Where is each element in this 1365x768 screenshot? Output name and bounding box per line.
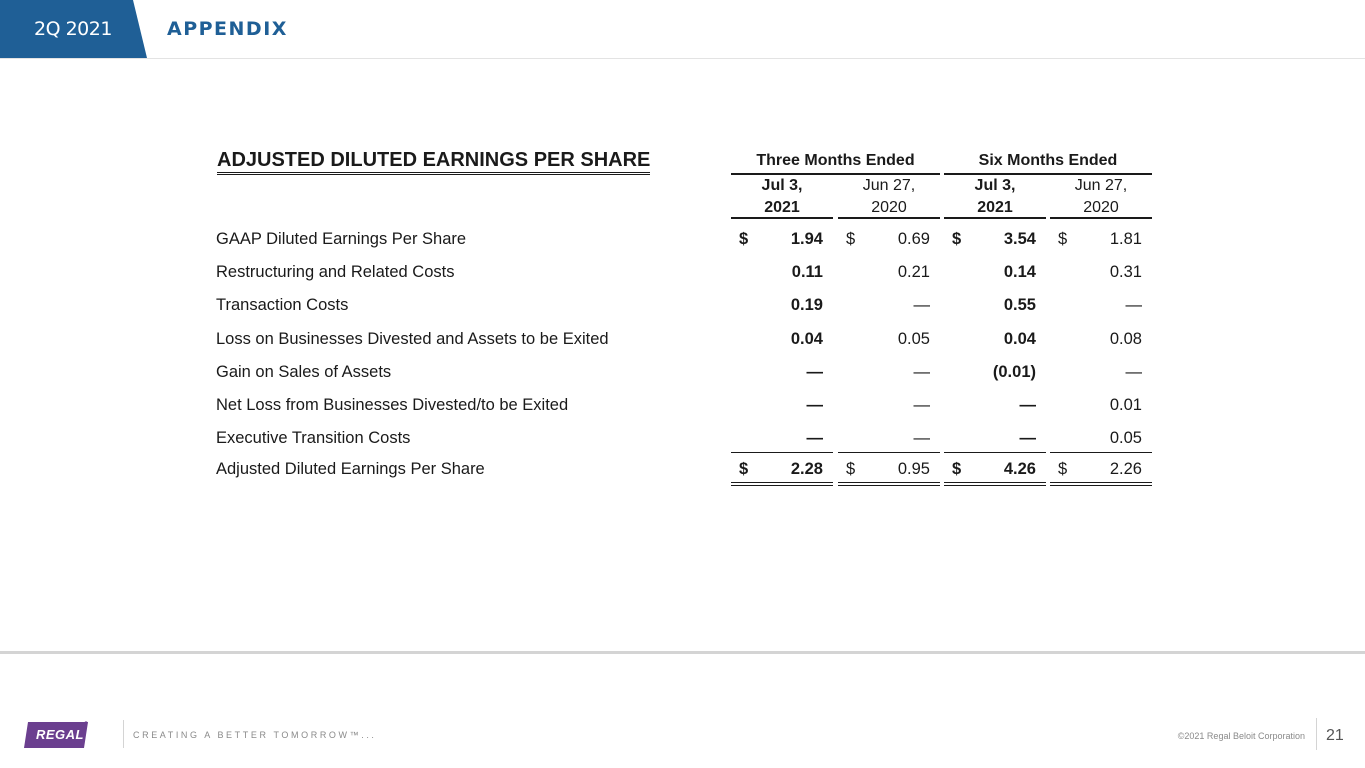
table-cell — [731, 396, 833, 418]
table-cell — [731, 230, 833, 252]
column-header — [838, 175, 940, 219]
cell-value: 0.55 — [1003, 296, 1036, 314]
table-cell — [838, 429, 940, 451]
cell-value: — — [1019, 396, 1036, 414]
currency-symbol: $ — [739, 460, 749, 478]
cell-value: — — [1125, 363, 1142, 381]
quarter-label: 2Q 2021 — [34, 18, 112, 40]
subtotal-rule — [944, 452, 1046, 453]
footer-divider — [1316, 718, 1317, 750]
table-cell — [1050, 263, 1152, 285]
total-double-rule — [838, 482, 940, 486]
cell-value: — — [913, 429, 930, 447]
currency-symbol: $ — [952, 460, 962, 478]
cell-value: 1.94 — [790, 230, 823, 248]
row-label: GAAP Diluted Earnings Per Share — [216, 230, 467, 248]
table-cell — [838, 263, 940, 285]
table-cell — [1050, 363, 1152, 385]
column-header-date: Jul 3, — [761, 177, 803, 194]
table-cell — [1050, 396, 1152, 418]
table-cell — [838, 330, 940, 352]
cell-value: — — [806, 429, 823, 447]
cell-value: (0.01) — [992, 363, 1036, 381]
row-label: Gain on Sales of Assets — [216, 363, 392, 381]
slide-header — [0, 0, 1365, 59]
column-header — [1050, 175, 1152, 219]
cell-value: 0.05 — [897, 330, 930, 348]
cell-value: 0.05 — [1109, 429, 1142, 447]
table-cell — [1050, 429, 1152, 451]
page-number: 21 — [1326, 727, 1344, 744]
subtotal-rule — [731, 452, 833, 453]
cell-value: 0.11 — [791, 263, 823, 281]
currency-symbol: $ — [1058, 230, 1068, 248]
cell-value: — — [913, 396, 930, 414]
cell-value: — — [1125, 296, 1142, 314]
currency-symbol: $ — [739, 230, 749, 248]
column-header — [731, 175, 833, 219]
row-label: Loss on Businesses Divested and Assets to be Exited — [216, 330, 609, 348]
table-cell — [1050, 330, 1152, 352]
footer-divider — [123, 720, 124, 748]
table-cell — [731, 429, 833, 451]
table-cell — [731, 460, 833, 482]
row-label: Transaction Costs — [216, 296, 349, 314]
table-cell — [944, 230, 1046, 252]
currency-symbol: $ — [952, 230, 962, 248]
cell-value: 1.81 — [1109, 230, 1142, 248]
column-header-date: Jun 27, — [862, 177, 916, 194]
table-title: ADJUSTED DILUTED EARNINGS PER SHARE — [217, 149, 650, 175]
group-header-three-months: Three Months Ended — [731, 152, 940, 175]
cell-value: — — [806, 363, 823, 381]
table-cell — [838, 230, 940, 252]
section-title: APPENDIX — [167, 18, 288, 40]
table-cell — [944, 330, 1046, 352]
tagline: CREATING A BETTER TOMORROW™... — [133, 730, 377, 740]
cell-value: — — [1019, 429, 1036, 447]
cell-value: 0.69 — [897, 230, 930, 248]
cell-value: — — [913, 363, 930, 381]
logo-text: REGAL — [36, 727, 84, 742]
group-header-six-months: Six Months Ended — [944, 152, 1152, 175]
cell-value: 0.08 — [1109, 330, 1142, 348]
table-cell — [731, 330, 833, 352]
table-cell — [731, 296, 833, 318]
footer-rule — [0, 651, 1365, 654]
column-header-year: 2021 — [764, 199, 800, 216]
row-label: Executive Transition Costs — [216, 429, 411, 447]
subtotal-rule — [838, 452, 940, 453]
cell-value: — — [806, 396, 823, 414]
table-cell — [1050, 460, 1152, 482]
cell-value: 0.31 — [1109, 263, 1142, 281]
cell-value: 0.19 — [790, 296, 823, 314]
currency-symbol: $ — [846, 230, 856, 248]
table-cell — [1050, 230, 1152, 252]
table-cell — [731, 263, 833, 285]
copyright: ©2021 Regal Beloit Corporation — [1177, 731, 1305, 741]
cell-value: 2.26 — [1109, 460, 1142, 478]
currency-symbol: $ — [846, 460, 856, 478]
table-cell — [838, 296, 940, 318]
total-double-rule — [731, 482, 833, 486]
table-cell — [944, 296, 1046, 318]
column-header-year: 2020 — [1083, 199, 1119, 216]
cell-value: 3.54 — [1003, 230, 1036, 248]
column-header-year: 2021 — [977, 199, 1013, 216]
cell-value: 0.01 — [1109, 396, 1142, 414]
table-cell — [944, 363, 1046, 385]
table-cell — [731, 363, 833, 385]
column-header-date: Jul 3, — [974, 177, 1016, 194]
cell-value: 0.04 — [790, 330, 823, 348]
cell-value: 0.95 — [897, 460, 930, 478]
table-cell — [1050, 296, 1152, 318]
cell-value: 4.26 — [1003, 460, 1036, 478]
cell-value: 0.14 — [1003, 263, 1036, 281]
table-cell — [944, 263, 1046, 285]
table-cell — [944, 396, 1046, 418]
cell-value: — — [913, 296, 930, 314]
subtotal-rule — [1050, 452, 1152, 453]
column-header-date: Jun 27, — [1074, 177, 1128, 194]
row-label: Net Loss from Businesses Divested/to be Exited — [216, 396, 569, 414]
row-label: Adjusted Diluted Earnings Per Share — [216, 460, 485, 478]
total-double-rule — [944, 482, 1046, 486]
table-cell — [838, 460, 940, 482]
table-cell — [944, 460, 1046, 482]
table-cell — [838, 396, 940, 418]
cell-value: 0.21 — [897, 263, 930, 281]
table-cell — [838, 363, 940, 385]
column-header-year: 2020 — [871, 199, 907, 216]
cell-value: 0.04 — [1003, 330, 1036, 348]
total-double-rule — [1050, 482, 1152, 486]
row-label: Restructuring and Related Costs — [216, 263, 455, 281]
table-cell — [944, 429, 1046, 451]
column-header — [944, 175, 1046, 219]
currency-symbol: $ — [1058, 460, 1068, 478]
cell-value: 2.28 — [790, 460, 823, 478]
